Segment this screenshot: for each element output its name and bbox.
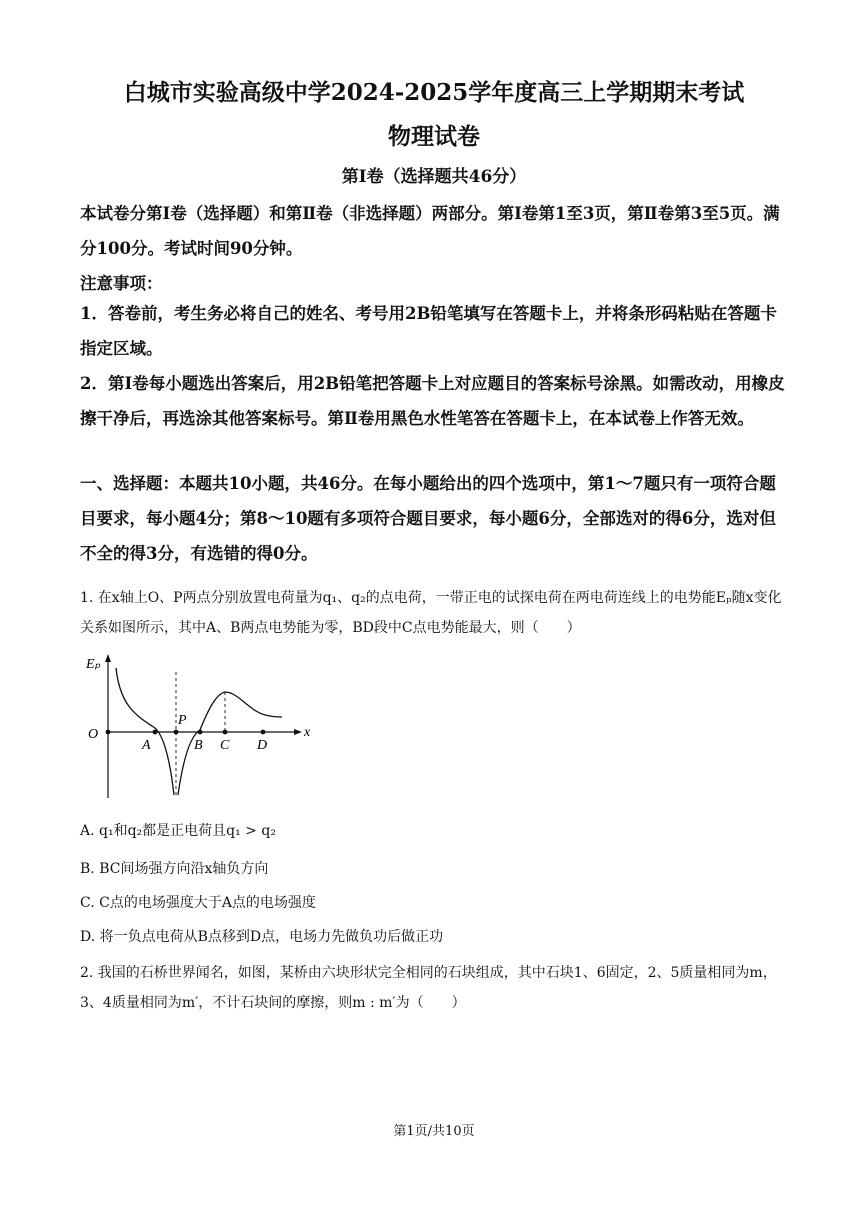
question-1-option-a: A. q₁和q₂都是正电荷且q₁ > q₂ [80,823,276,839]
question-1-figure [80,650,320,805]
note-item-1: 1．答卷前，考生务必将自己的姓名、考号用2B铅笔填写在答题卡上，并将条形码粘贴在答题卡指定区域。 [80,304,777,358]
figure-point-d: D [257,738,268,753]
question-1-option-c: C. C点的电场强度大于A点的电场强度 [80,895,316,911]
question-1-option-d: D. 将一负点电荷从B点移到D点，电场力先做负功后做正功 [80,929,444,945]
figure-x-label: x [304,725,311,740]
exam-intro: 本试卷分第Ⅰ卷（选择题）和第Ⅱ卷（非选择题）两部分。第Ⅰ卷第1至3页，第Ⅱ卷第3至5页。满分100分。考试时间90分钟。 [80,204,780,258]
figure-point-c: C [220,738,230,753]
exam-part: 第Ⅰ卷（选择题共46分） [341,167,527,187]
exam-subject: 物理试卷 [388,123,480,150]
exam-title: 白城市实验高级中学2024-2025学年度高三上学期期末考试 [123,79,745,106]
note-item-2: 2．第Ⅰ卷每小题选出答案后，用2B铅笔把答题卡上对应题目的答案标号涂黑。如需改动，用橡皮擦干净后，再选涂其他答案标号。第Ⅱ卷用黑色水性笔答在答题卡上，在本试卷上作答无效。 [80,374,785,428]
figure-y-label: Eₚ [86,657,101,672]
question-1-stem: 1. 在x轴上O、P两点分别放置电荷量为q₁、q₂的点电荷，一带正电的试探电荷在两电荷连线上的电势能Eₚ随x变化关系如图所示，其中A、B两点电势能为零，BD段中C点电势能最大，则（ ） [80,590,782,636]
question-2-stem: 2. 我国的石桥世界闻名，如图，某桥由六块形状完全相同的石块组成，其中石块1、6固定，2、5质量相同为m，3、4质量相同为m′，不计石块间的摩擦，则m : m′为（ ） [80,965,777,1011]
notes-heading: 注意事项： [80,274,163,293]
figure-point-b: B [194,738,203,753]
figure-point-o: O [88,727,99,742]
section-1-instructions: 一、选择题：本题共10小题，共46分。在每小题给出的四个选项中，第1～7题只有一项符合题目要求，每小题4分；第8～10题有多项符合题目要求，每小题6分，全部选对的得6分，选对但不全的得3分，有选错的得0分。 [80,474,776,563]
figure-point-p: P [178,713,187,728]
figure-point-a: A [142,738,151,753]
page-footer: 第1页/共10页 [393,1124,475,1139]
question-1-option-b: B. BC间场强方向沿x轴负方向 [80,861,269,877]
